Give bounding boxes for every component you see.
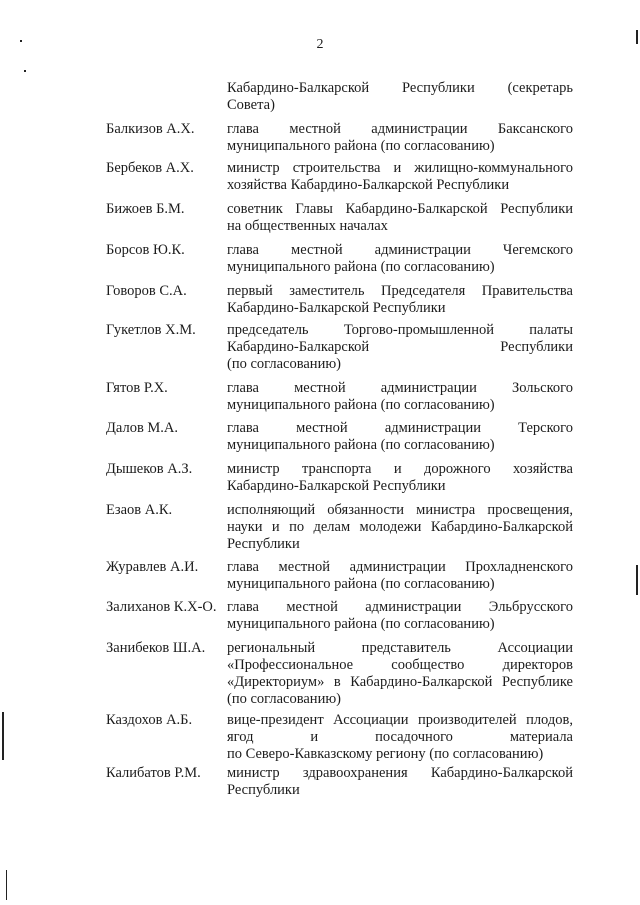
position-line: глава местной администрации Баксанского — [227, 121, 573, 137]
member-name: Дышеков А.З. — [106, 461, 193, 477]
scan-mark — [636, 30, 638, 44]
position-line: председатель Торгово-промышленной палаты — [227, 322, 573, 338]
member-position — [227, 121, 573, 155]
position-line: глава местной администрации Зольского — [227, 380, 573, 396]
position-line: Кабардино-Балкарской Республики — [227, 478, 446, 494]
member-position — [227, 461, 573, 495]
member-name: Залиханов К.Х-О. — [106, 599, 217, 615]
position-line: Кабардино-Балкарской Республики — [227, 339, 573, 355]
position-line: ягод и посадочного материала — [227, 729, 573, 745]
position-line: «Директориум» в Кабардино-Балкарской Республике — [227, 674, 573, 690]
member-position — [227, 559, 573, 593]
position-line: по Северо-Кавказскому региону (по согласованию) — [227, 746, 544, 762]
member-position — [227, 80, 573, 114]
member-name: Гукетлов Х.М. — [106, 322, 196, 338]
member-name: Гятов Р.Х. — [106, 380, 168, 396]
scan-mark — [636, 565, 638, 595]
member-position — [227, 599, 573, 633]
member-name: Журавлев А.И. — [106, 559, 199, 575]
member-name: Борсов Ю.К. — [106, 242, 185, 258]
page-number: 2 — [316, 37, 324, 52]
member-name: Калибатов Р.М. — [106, 765, 201, 781]
position-line: (по согласованию) — [227, 356, 341, 372]
position-line: Республики — [227, 536, 300, 552]
scan-mark — [24, 70, 26, 72]
position-line: министр транспорта и дорожного хозяйства — [227, 461, 573, 477]
position-line: министр здравоохранения Кабардино-Балкарской — [227, 765, 573, 781]
member-name: Говоров С.А. — [106, 283, 187, 299]
member-position — [227, 201, 573, 235]
member-name: Занибеков Ш.А. — [106, 640, 206, 656]
position-line: науки и по делам молодежи Кабардино-Балкарской — [227, 519, 573, 535]
scan-mark — [2, 712, 4, 760]
member-name: Каздохов А.Б. — [106, 712, 193, 728]
position-line: глава местной администрации Чегемского — [227, 242, 573, 258]
position-line: глава местной администрации Прохладненского — [227, 559, 573, 575]
position-line: муниципального района (по согласованию) — [227, 576, 495, 592]
position-line: хозяйства Кабардино-Балкарской Республики — [227, 177, 510, 193]
position-line: (по согласованию) — [227, 691, 341, 707]
position-line: вице-президент Ассоциации производителей плодов, — [227, 712, 573, 728]
member-position — [227, 640, 573, 708]
position-line: советник Главы Кабардино-Балкарской Республики — [227, 201, 573, 217]
scan-mark — [6, 870, 7, 900]
position-line: Республики — [227, 782, 300, 798]
member-position — [227, 283, 573, 317]
member-name: Бербеков А.Х. — [106, 160, 194, 176]
member-name: Бижоев Б.М. — [106, 201, 185, 217]
member-position — [227, 380, 573, 414]
member-name: Балкизов А.Х. — [106, 121, 195, 137]
position-line: глава местной администрации Эльбрусского — [227, 599, 573, 615]
member-position — [227, 242, 573, 276]
position-line: исполняющий обязанности министра просвещения, — [227, 502, 573, 518]
member-position — [227, 712, 573, 763]
position-line: Кабардино-Балкарской Республики (секретарь — [227, 80, 573, 96]
position-line: Совета) — [227, 97, 275, 113]
position-line: муниципального района (по согласованию) — [227, 138, 495, 154]
member-name: Далов М.А. — [106, 420, 179, 436]
position-line: муниципального района (по согласованию) — [227, 259, 495, 275]
member-position — [227, 322, 573, 373]
member-name: Езаов А.К. — [106, 502, 173, 518]
position-line: муниципального района (по согласованию) — [227, 437, 495, 453]
position-line: Кабардино-Балкарской Республики — [227, 300, 446, 316]
position-line: на общественных началах — [227, 218, 388, 234]
scan-mark — [20, 40, 22, 42]
member-position — [227, 420, 573, 454]
position-line: первый заместитель Председателя Правительства — [227, 283, 573, 299]
position-line: муниципального района (по согласованию) — [227, 397, 495, 413]
position-line: муниципального района (по согласованию) — [227, 616, 495, 632]
member-position — [227, 765, 573, 799]
position-line: региональный представитель Ассоциации — [227, 640, 573, 656]
position-line: глава местной администрации Терского — [227, 420, 573, 436]
position-line: министр строительства и жилищно-коммунального — [227, 160, 573, 176]
member-position — [227, 502, 573, 553]
member-position — [227, 160, 573, 194]
position-line: «Профессиональное сообщество директоров — [227, 657, 573, 673]
